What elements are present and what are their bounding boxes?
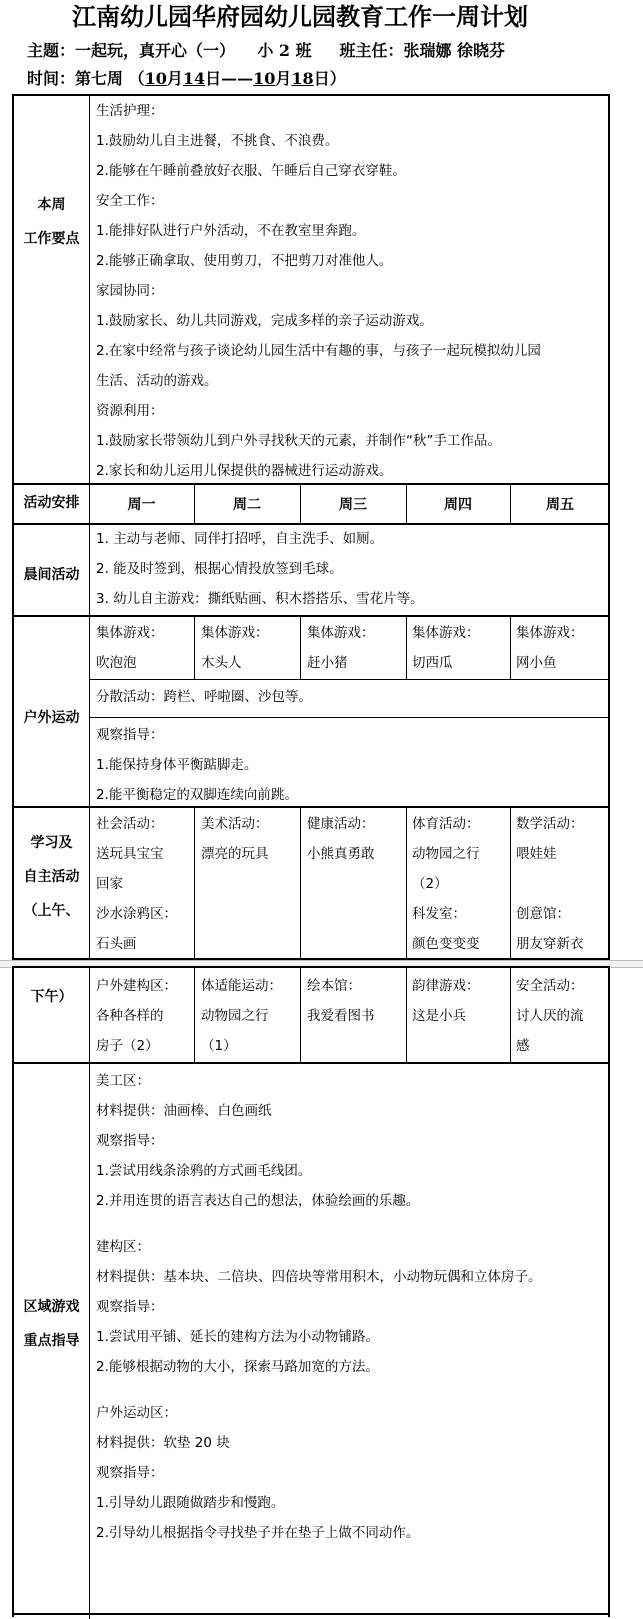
class-name: 小 2 班 — [257, 41, 312, 60]
time-text: 日—— — [205, 69, 254, 88]
day-header-fri: 周五 — [546, 497, 574, 513]
time-text: 月 — [275, 69, 292, 88]
focus-line: 2.能够正确拿取、使用剪刀，不把剪刀对准他人。 — [96, 253, 393, 269]
area-line: 1.尝试用线条涂鸦的方式画毛线团。 — [96, 1163, 312, 1179]
area-line: 户外运动区： — [96, 1405, 177, 1421]
morning-content — [96, 524, 424, 614]
plan-table-page1 — [12, 94, 610, 960]
page-title: 江南幼儿园华府园幼儿园教育工作一周计划 — [72, 2, 528, 31]
cell-line — [516, 869, 584, 899]
cell-line: 送玩具宝宝 — [96, 846, 164, 862]
focus-line: 1.鼓励幼儿自主进餐，不挑食、不浪费。 — [96, 133, 339, 149]
learning-pm-mon — [96, 971, 177, 1061]
area-line: 2.并用连贯的语言表达自己的想法，体验绘画的乐趣。 — [96, 1193, 420, 1209]
observe-line: 2.能平衡稳定的双脚连续向前跳。 — [96, 787, 298, 803]
learning-pm-tue — [201, 971, 282, 1061]
theme-value: 一起玩，真开心（一） — [75, 41, 236, 60]
cell-line: 韵律游戏： — [412, 978, 480, 994]
theme-line — [27, 38, 505, 61]
cell-line: （2） — [412, 876, 448, 892]
cell-line: 社会活动： — [96, 816, 164, 832]
cell-line: 感 — [516, 1038, 530, 1054]
outdoor-group-wed — [307, 618, 375, 678]
area-content — [96, 1066, 542, 1548]
outdoor-scattered: 分散活动：跨栏、呼啦圈、沙包等。 — [96, 689, 312, 705]
cell-line: 科发室： — [412, 906, 466, 922]
cell-line: 集体游戏： — [516, 625, 584, 641]
area-label-line: 区域游戏 — [23, 1299, 80, 1315]
cell-line: 集体游戏： — [307, 625, 375, 641]
learning-label-line: 自主活动 — [23, 869, 80, 885]
outdoor-group-fri — [516, 618, 584, 678]
focus-line: 生活、活动的游戏。 — [96, 373, 218, 389]
schedule-label: 活动安排 — [23, 495, 80, 511]
cell-line: 动物园之行 — [201, 1008, 269, 1024]
cell-line: 体育活动： — [412, 816, 480, 832]
cell-line: 吹泡泡 — [96, 655, 137, 671]
morning-line: 2. 能及时签到，根据心情投放签到毛球。 — [96, 561, 343, 577]
area-line: 2.能够根据动物的大小，探索马路加宽的方法。 — [96, 1359, 379, 1375]
cell-line: 切西瓜 — [412, 655, 453, 671]
area-line: 观察指导： — [96, 1133, 164, 1149]
outdoor-group-tue — [201, 618, 269, 678]
area-label-line: 重点指导 — [23, 1333, 80, 1349]
cell-line: 集体游戏： — [96, 625, 164, 641]
observe-line: 1.能保持身体平衡踮脚走。 — [96, 757, 258, 773]
learning-pm-wed — [307, 971, 375, 1031]
cell-line: 集体游戏： — [412, 625, 480, 641]
cell-line: 石头画 — [96, 936, 137, 952]
focus-line: 安全工作： — [96, 193, 164, 209]
cell-line: （1） — [201, 1038, 237, 1054]
learning-am-thu — [412, 809, 480, 959]
area-label — [14, 1290, 89, 1358]
cell-line: 小熊真勇敢 — [307, 846, 375, 862]
end-month: 10 — [253, 69, 276, 88]
learning-am-fri — [516, 809, 584, 959]
cell-line: 木头人 — [201, 655, 242, 671]
outdoor-group-thu — [412, 618, 480, 678]
learning-label — [14, 826, 89, 928]
area-line: 建构区： — [96, 1239, 150, 1255]
learning-am-tue — [201, 809, 269, 869]
area-line: 观察指导： — [96, 1465, 164, 1481]
morning-label: 晨间活动 — [23, 567, 80, 583]
cell-line: 美术活动： — [201, 816, 269, 832]
area-line: 材料提供：基本块、二倍块、四倍块等常用积木，小动物玩偶和立体房子。 — [96, 1269, 542, 1285]
area-line: 美工区： — [96, 1073, 150, 1089]
outdoor-observe — [96, 720, 298, 810]
cell-line: 我爱看图书 — [307, 1008, 375, 1024]
teacher-names: 张瑞娜 徐晓芬 — [403, 41, 506, 60]
outdoor-group-mon — [96, 618, 164, 678]
area-line: 材料提供：油画棒、白色画纸 — [96, 1103, 272, 1119]
learning-label-cont: 下午） — [30, 989, 73, 1005]
area-line: 1.引导幼儿跟随做踏步和慢跑。 — [96, 1495, 285, 1511]
focus-line: 2.家长和幼儿运用儿保提供的器械进行运动游戏。 — [96, 463, 393, 479]
day-header-mon: 周一 — [127, 497, 156, 513]
cell-line: 体适能运动： — [201, 978, 282, 994]
cell-line: 健康活动： — [307, 816, 375, 832]
cell-line: 这是小兵 — [412, 1008, 466, 1024]
area-line: 材料提供：软垫 20 块 — [96, 1435, 230, 1451]
weekly-focus-content — [96, 96, 541, 486]
teacher-label: 班主任： — [339, 41, 404, 60]
learning-label-line: （上午、 — [23, 903, 80, 919]
cell-line: 回家 — [96, 876, 123, 892]
learning-pm-thu — [412, 971, 480, 1031]
theme-label: 主题： — [27, 41, 76, 60]
plan-table-page2 — [12, 966, 610, 1617]
weekly-focus-label-line: 工作要点 — [23, 231, 80, 247]
cell-line: 绘本馆： — [307, 978, 361, 994]
learning-am-wed — [307, 809, 375, 869]
focus-line: 1.能排好队进行户外活动，不在教室里奔跑。 — [96, 223, 366, 239]
focus-line: 家园协同： — [96, 283, 164, 299]
cell-line: 各种各样的 — [96, 1008, 164, 1024]
morning-line: 1. 主动与老师、同伴打招呼，自主洗手、如厕。 — [96, 531, 384, 547]
focus-line: 资源利用： — [96, 403, 164, 419]
day-header-thu: 周四 — [444, 497, 472, 513]
cell-line: 动物园之行 — [412, 846, 480, 862]
focus-line: 1.鼓励家长、幼儿共同游戏，完成多样的亲子运动游戏。 — [96, 313, 433, 329]
time-text: 日） — [313, 69, 346, 88]
area-line: 2.引导幼儿根据指令寻找垫子并在垫子上做不同动作。 — [96, 1525, 420, 1541]
day-header-tue: 周二 — [233, 497, 261, 513]
area-line: 1.尝试用平铺、延长的建构方法为小动物铺路。 — [96, 1329, 379, 1345]
focus-line: 生活护理： — [96, 103, 164, 119]
learning-pm-fri — [516, 971, 584, 1061]
focus-line: 2.在家中经常与孩子谈论幼儿园生活中有趣的事，与孩子一起玩模拟幼儿园 — [96, 343, 541, 359]
focus-line: 2.能够在午睡前叠放好衣服、午睡后自己穿衣穿鞋。 — [96, 163, 406, 179]
cell-line: 朋友穿新衣 — [516, 936, 584, 952]
learning-am-mon — [96, 809, 177, 959]
morning-line: 3. 幼儿自主游戏：撕纸贴画、积木搭搭乐、雪花片等。 — [96, 591, 424, 607]
time-text: 月 — [166, 69, 183, 88]
weekly-focus-label-line: 本周 — [37, 197, 66, 213]
end-day: 18 — [291, 69, 314, 88]
cell-line: 网小鱼 — [516, 655, 557, 671]
start-day: 14 — [182, 69, 206, 88]
cell-line: 漂亮的玩具 — [201, 846, 269, 862]
cell-line: 创意馆： — [516, 906, 570, 922]
focus-line: 1.鼓励家长带领幼儿到户外寻找秋天的元素，并制作“秋”手工作品。 — [96, 433, 501, 449]
time-label: 时间：第七周 （ — [27, 69, 145, 88]
area-line: 观察指导： — [96, 1299, 164, 1315]
learning-label-line: 学习及 — [30, 835, 73, 851]
cell-line: 户外建构区： — [96, 978, 177, 994]
cell-line: 安全活动： — [516, 978, 584, 994]
day-header-wed: 周三 — [339, 497, 367, 513]
cell-line: 集体游戏： — [201, 625, 269, 641]
cell-line: 颜色变变变 — [412, 936, 480, 952]
cell-line: 赶小猪 — [307, 655, 348, 671]
weekly-focus-label — [14, 188, 89, 256]
cell-line: 沙水涂鸦区： — [96, 906, 177, 922]
cell-line: 喂娃娃 — [516, 846, 557, 862]
outdoor-label: 户外运动 — [23, 710, 80, 726]
cell-line: 讨人厌的流 — [516, 1008, 584, 1024]
cell-line: 数学活动： — [516, 816, 584, 832]
observe-line: 观察指导： — [96, 727, 164, 743]
cell-line: 房子（2） — [96, 1038, 159, 1054]
time-line — [27, 66, 346, 89]
start-month: 10 — [144, 69, 167, 88]
